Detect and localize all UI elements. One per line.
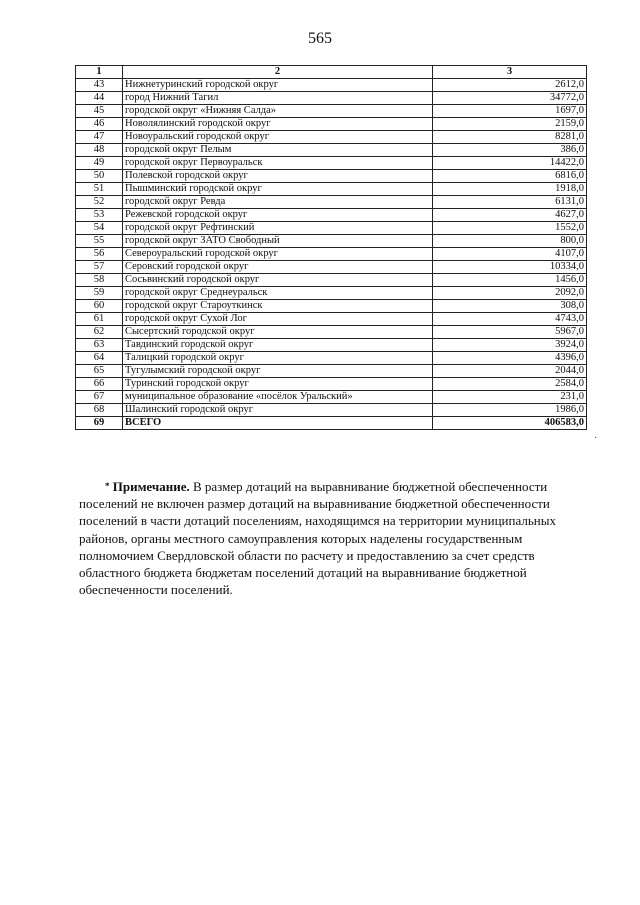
row-amount: 231,0 bbox=[433, 391, 587, 404]
footnote-star: * bbox=[105, 481, 110, 491]
row-amount: 2612,0 bbox=[433, 79, 587, 92]
row-amount: 4627,0 bbox=[433, 209, 587, 222]
row-amount: 6131,0 bbox=[433, 196, 587, 209]
row-name: Новолялинский городской округ bbox=[123, 118, 433, 131]
row-name: городской округ Рефтинский bbox=[123, 222, 433, 235]
table-row bbox=[76, 352, 587, 365]
row-number: 52 bbox=[76, 196, 123, 209]
row-name: городской округ Ревда bbox=[123, 196, 433, 209]
table-row bbox=[76, 222, 587, 235]
row-amount: 8281,0 bbox=[433, 131, 587, 144]
row-amount: 308,0 bbox=[433, 300, 587, 313]
row-number: 45 bbox=[76, 105, 123, 118]
page-number: 565 bbox=[308, 30, 332, 47]
row-name: городской округ Староуткинск bbox=[123, 300, 433, 313]
table-row bbox=[76, 300, 587, 313]
row-number: 58 bbox=[76, 274, 123, 287]
table-row bbox=[76, 313, 587, 326]
row-name: городской округ Среднеуральск bbox=[123, 287, 433, 300]
table-header-row bbox=[76, 66, 587, 79]
total-row bbox=[76, 417, 587, 430]
column-header-name: 2 bbox=[123, 66, 433, 79]
row-amount: 406583,0 bbox=[433, 417, 587, 430]
row-amount: 4743,0 bbox=[433, 313, 587, 326]
row-amount: 4107,0 bbox=[433, 248, 587, 261]
row-name: Новоуральский городской округ bbox=[123, 131, 433, 144]
table-row bbox=[76, 183, 587, 196]
row-number: 63 bbox=[76, 339, 123, 352]
row-number: 62 bbox=[76, 326, 123, 339]
row-name: муниципальное образование «посёлок Уральский» bbox=[123, 391, 433, 404]
table-row bbox=[76, 274, 587, 287]
row-name: Талицкий городской округ bbox=[123, 352, 433, 365]
row-amount: 386,0 bbox=[433, 144, 587, 157]
row-name: Тавдинский городской округ bbox=[123, 339, 433, 352]
row-amount: 1552,0 bbox=[433, 222, 587, 235]
row-amount: 800,0 bbox=[433, 235, 587, 248]
table-row bbox=[76, 196, 587, 209]
footnote-text: В размер дотаций на выравнивание бюджетной обеспеченности поселений не включен размер дотаций на выравнивание бюджетной обеспеченности поселений в части дотаций поселениям, находящимся на территории муниципальных районов, органы местного самоуправления которых наделены государственным полномочием Свердловской области по расчету и предоставлению за счет средств областного бюджета бюджетам поселений дотаций на выравнивание бюджетной обеспеченности поселений. bbox=[79, 479, 556, 598]
row-number: 48 bbox=[76, 144, 123, 157]
table-row bbox=[76, 170, 587, 183]
table-row bbox=[76, 131, 587, 144]
row-amount: 2584,0 bbox=[433, 378, 587, 391]
row-amount: 1697,0 bbox=[433, 105, 587, 118]
footnote-label: Примечание. bbox=[112, 479, 190, 494]
row-number: 56 bbox=[76, 248, 123, 261]
row-amount: 10334,0 bbox=[433, 261, 587, 274]
row-number: 49 bbox=[76, 157, 123, 170]
column-header-amount: 3 bbox=[433, 66, 587, 79]
row-amount: 34772,0 bbox=[433, 92, 587, 105]
row-number: 43 bbox=[76, 79, 123, 92]
table-row bbox=[76, 144, 587, 157]
row-number: 53 bbox=[76, 209, 123, 222]
row-name: Тугулымский городской округ bbox=[123, 365, 433, 378]
row-number: 44 bbox=[76, 92, 123, 105]
row-amount: 1986,0 bbox=[433, 404, 587, 417]
row-amount: 1918,0 bbox=[433, 183, 587, 196]
row-name: город Нижний Тагил bbox=[123, 92, 433, 105]
row-name: ВСЕГО bbox=[123, 417, 433, 430]
table-row bbox=[76, 105, 587, 118]
table-row bbox=[76, 287, 587, 300]
row-amount: 5967,0 bbox=[433, 326, 587, 339]
row-amount: 2092,0 bbox=[433, 287, 587, 300]
row-name: Нижнетуринский городской округ bbox=[123, 79, 433, 92]
table-row bbox=[76, 79, 587, 92]
row-number: 54 bbox=[76, 222, 123, 235]
row-number: 61 bbox=[76, 313, 123, 326]
table-row bbox=[76, 248, 587, 261]
row-number: 47 bbox=[76, 131, 123, 144]
row-number: 51 bbox=[76, 183, 123, 196]
table-row bbox=[76, 365, 587, 378]
table-row bbox=[76, 339, 587, 352]
row-name: городской округ Первоуральск bbox=[123, 157, 433, 170]
row-amount: 6816,0 bbox=[433, 170, 587, 183]
allocation-table bbox=[75, 65, 587, 430]
row-name: городской округ ЗАТО Свободный bbox=[123, 235, 433, 248]
row-amount: 3924,0 bbox=[433, 339, 587, 352]
row-number: 57 bbox=[76, 261, 123, 274]
row-number: 60 bbox=[76, 300, 123, 313]
row-name: Шалинский городской округ bbox=[123, 404, 433, 417]
table-row bbox=[76, 391, 587, 404]
footnote bbox=[79, 478, 587, 598]
row-name: Полевской городской округ bbox=[123, 170, 433, 183]
row-name: Туринский городской округ bbox=[123, 378, 433, 391]
row-name: Североуральский городской округ bbox=[123, 248, 433, 261]
table-row bbox=[76, 235, 587, 248]
row-amount: 2159,0 bbox=[433, 118, 587, 131]
row-number: 68 bbox=[76, 404, 123, 417]
row-number: 59 bbox=[76, 287, 123, 300]
row-name: Сысертский городской округ bbox=[123, 326, 433, 339]
row-number: 46 bbox=[76, 118, 123, 131]
table-row bbox=[76, 209, 587, 222]
row-amount: 2044,0 bbox=[433, 365, 587, 378]
table-row bbox=[76, 118, 587, 131]
row-number: 50 bbox=[76, 170, 123, 183]
row-name: Серовский городской округ bbox=[123, 261, 433, 274]
row-name: городской округ Сухой Лог bbox=[123, 313, 433, 326]
row-name: городской округ Пелым bbox=[123, 144, 433, 157]
column-header-number: 1 bbox=[76, 66, 123, 79]
table-row bbox=[76, 261, 587, 274]
table-row bbox=[76, 326, 587, 339]
row-amount: 1456,0 bbox=[433, 274, 587, 287]
row-name: городской округ «Нижняя Салда» bbox=[123, 105, 433, 118]
row-number: 64 bbox=[76, 352, 123, 365]
row-number: 69 bbox=[76, 417, 123, 430]
row-number: 65 bbox=[76, 365, 123, 378]
table-body bbox=[76, 79, 587, 430]
table-row bbox=[76, 404, 587, 417]
row-number: 66 bbox=[76, 378, 123, 391]
margin-mark: · bbox=[594, 433, 598, 444]
row-number: 55 bbox=[76, 235, 123, 248]
row-name: Режевской городской округ bbox=[123, 209, 433, 222]
table-row bbox=[76, 378, 587, 391]
row-amount: 4396,0 bbox=[433, 352, 587, 365]
table-row bbox=[76, 157, 587, 170]
row-name: Сосьвинский городской округ bbox=[123, 274, 433, 287]
row-number: 67 bbox=[76, 391, 123, 404]
row-name: Пышминский городской округ bbox=[123, 183, 433, 196]
row-amount: 14422,0 bbox=[433, 157, 587, 170]
table-row bbox=[76, 92, 587, 105]
